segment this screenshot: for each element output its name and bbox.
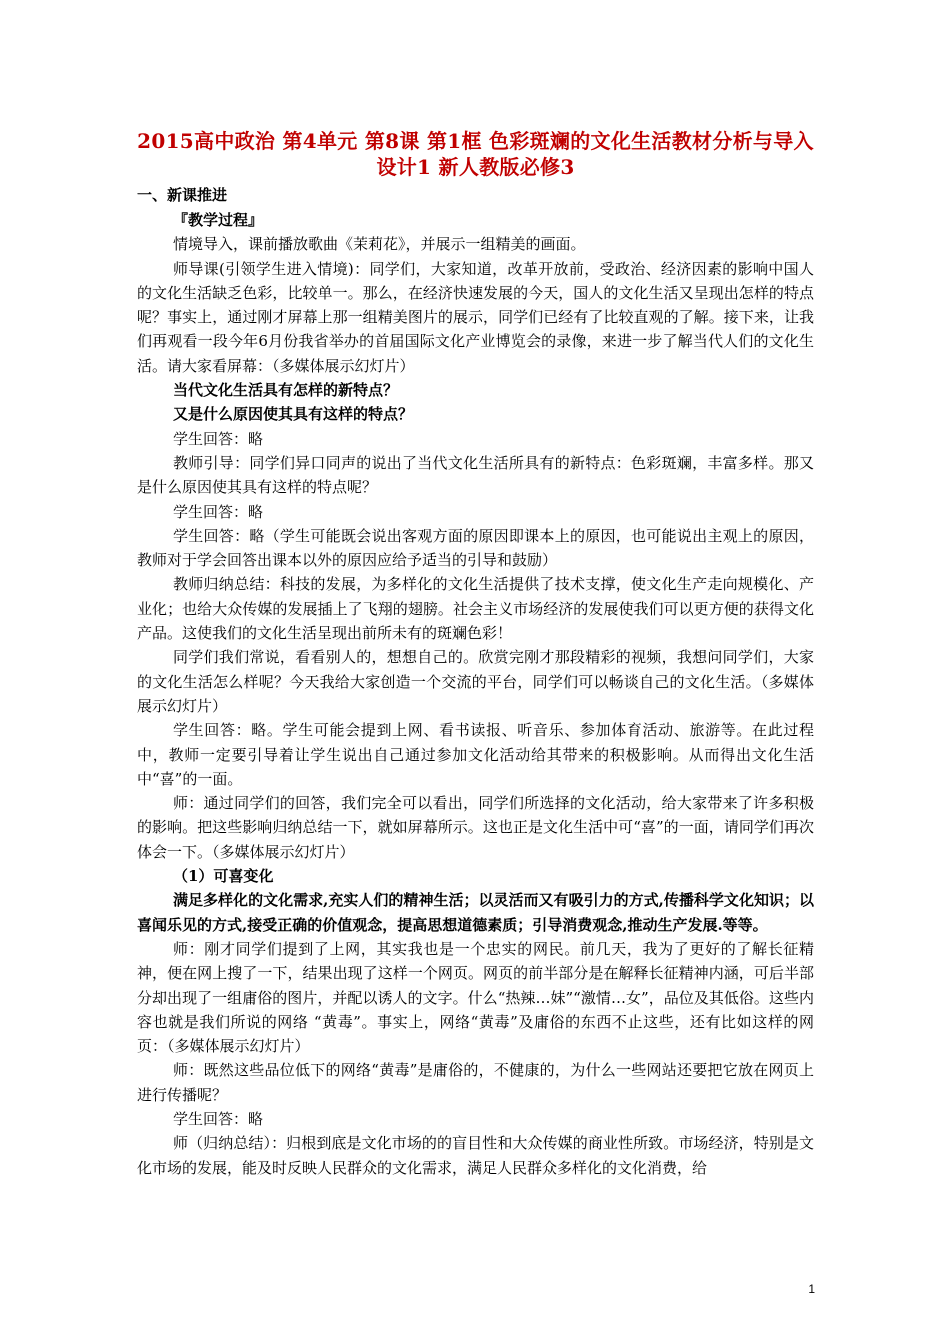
- document-title: 2015高中政治 第4单元 第8课 第1框 色彩斑斓的文化生活教材分析与导入设计1 新人教版必修3: [137, 129, 814, 179]
- paragraph: 教师引导：同学们异口同声的说出了当代文化生活所具有的新特点：色彩斑斓，丰富多样。那又是什么原因使其具有这样的特点呢？: [137, 453, 814, 497]
- paragraph: 教师归纳总结：科技的发展，为多样化的文化生活提供了技术支撑，使文化生产走向规模化、产业化；也给大众传媒的发展插上了飞翔的翅膀。社会主义市场经济的发展使我们可以更方便的获得文化产品。这使我们的文化生活呈现出前所未有的斑斓色彩！: [137, 575, 814, 643]
- paragraph: 师：通过同学们的回答，我们完全可以看出，同学们所选择的文化活动，给大家带来了许多积极的影响。把这些影响归纳总结一下，就如屏幕所示。这也正是文化生活中可“喜”的一面，请同学们再次体会一下。（多媒体展示幻灯片）: [137, 794, 814, 861]
- question-line: 又是什么原因使其具有这样的特点？: [173, 405, 414, 424]
- paragraph: 学生回答：略。学生可能会提到上网、看书读报、听音乐、参加体育活动、旅游等。在此过程中，教师一定要引导着让学生说出自己通过参加文化活动给其带来的积极影响。从而得出文化生活中“喜”的一面。: [137, 721, 814, 788]
- subheading: （1）可喜变化: [173, 867, 274, 886]
- paragraph: 师：既然这些品位低下的网络“黄毒”是庸俗的，不健康的，为什么一些网站还要把它放在网页上进行传播呢？: [137, 1061, 814, 1104]
- paragraph: 学生回答：略: [173, 502, 264, 521]
- paragraph: 学生回答：略: [173, 429, 264, 448]
- teaching-process-heading: 『教学过程』: [173, 211, 264, 229]
- summary-paragraph: 满足多样化的文化需求,充实人们的精神生活；以灵活而又有吸引力的方式,传播科学文化知识；以喜闻乐见的方式,接受正确的价值观念，提高思想道德素质；引导消费观念,推动生产发展.等等。: [137, 891, 814, 934]
- paragraph: 师导课(引领学生进入情境)：同学们，大家知道，改革开放前，受政治、经济因素的影响中国人的文化生活缺乏色彩，比较单一。那么，在经济快速发展的今天，国人的文化生活又呈现出怎样的特点呢？事实上，通过刚才屏幕上那一组精美图片的展示，同学们已经有了比较直观的了解。接下来，让我们再观看一段今年6月份我省举办的首届国际文化产业博览会的录像，来进一步了解当代人们的文化生活。请大家看屏幕：（多媒体展示幻灯片）: [137, 259, 814, 375]
- section-heading: 一、新课推进: [137, 186, 228, 204]
- paragraph: 学生回答：略: [173, 1109, 264, 1128]
- document-page: [137, 128, 814, 1180]
- question-line: 当代文化生活具有怎样的新特点？: [173, 381, 399, 400]
- paragraph: 情境导入，课前播放歌曲《茉莉花》，并展示一组精美的画面。: [173, 235, 586, 254]
- paragraph: 师：刚才同学们提到了上网，其实我也是一个忠实的网民。前几天，我为了更好的了解长征精神，便在网上搜了一下，结果出现了这样一个网页。网页的前半部分是在解释长征精神内涵，可后半部分却出现了一组庸俗的图片，并配以诱人的文字。什么“热辣…妹”“激情…女”，品位及其低俗。这些内容也就是我们所说的网络 “黄毒”。事实上，网络“黄毒”及庸俗的东西不止这些，还有比如这样的网页：（多媒体展示幻灯片）: [137, 939, 814, 1056]
- paragraph: 学生回答：略（学生可能既会说出客观方面的原因即课本上的原因，也可能说出主观上的原因，教师对于学会回答出课本以外的原因应给予适当的引导和鼓励）: [137, 526, 814, 570]
- page-number: 1: [808, 1282, 815, 1296]
- paragraph: 师（归纳总结）：归根到底是文化市场的的盲目性和大众传媒的商业性所致。市场经济，特别是文化市场的发展，能及时反映人民群众的文化需求，满足人民群众多样化的文化消费，给: [137, 1134, 814, 1177]
- paragraph: 同学们我们常说，看看别人的，想想自己的。欣赏完刚才那段精彩的视频，我想问同学们，大家的文化生活怎么样呢？今天我给大家创造一个交流的平台，同学们可以畅谈自己的文化生活。（多媒体展示幻灯片）: [137, 648, 814, 715]
